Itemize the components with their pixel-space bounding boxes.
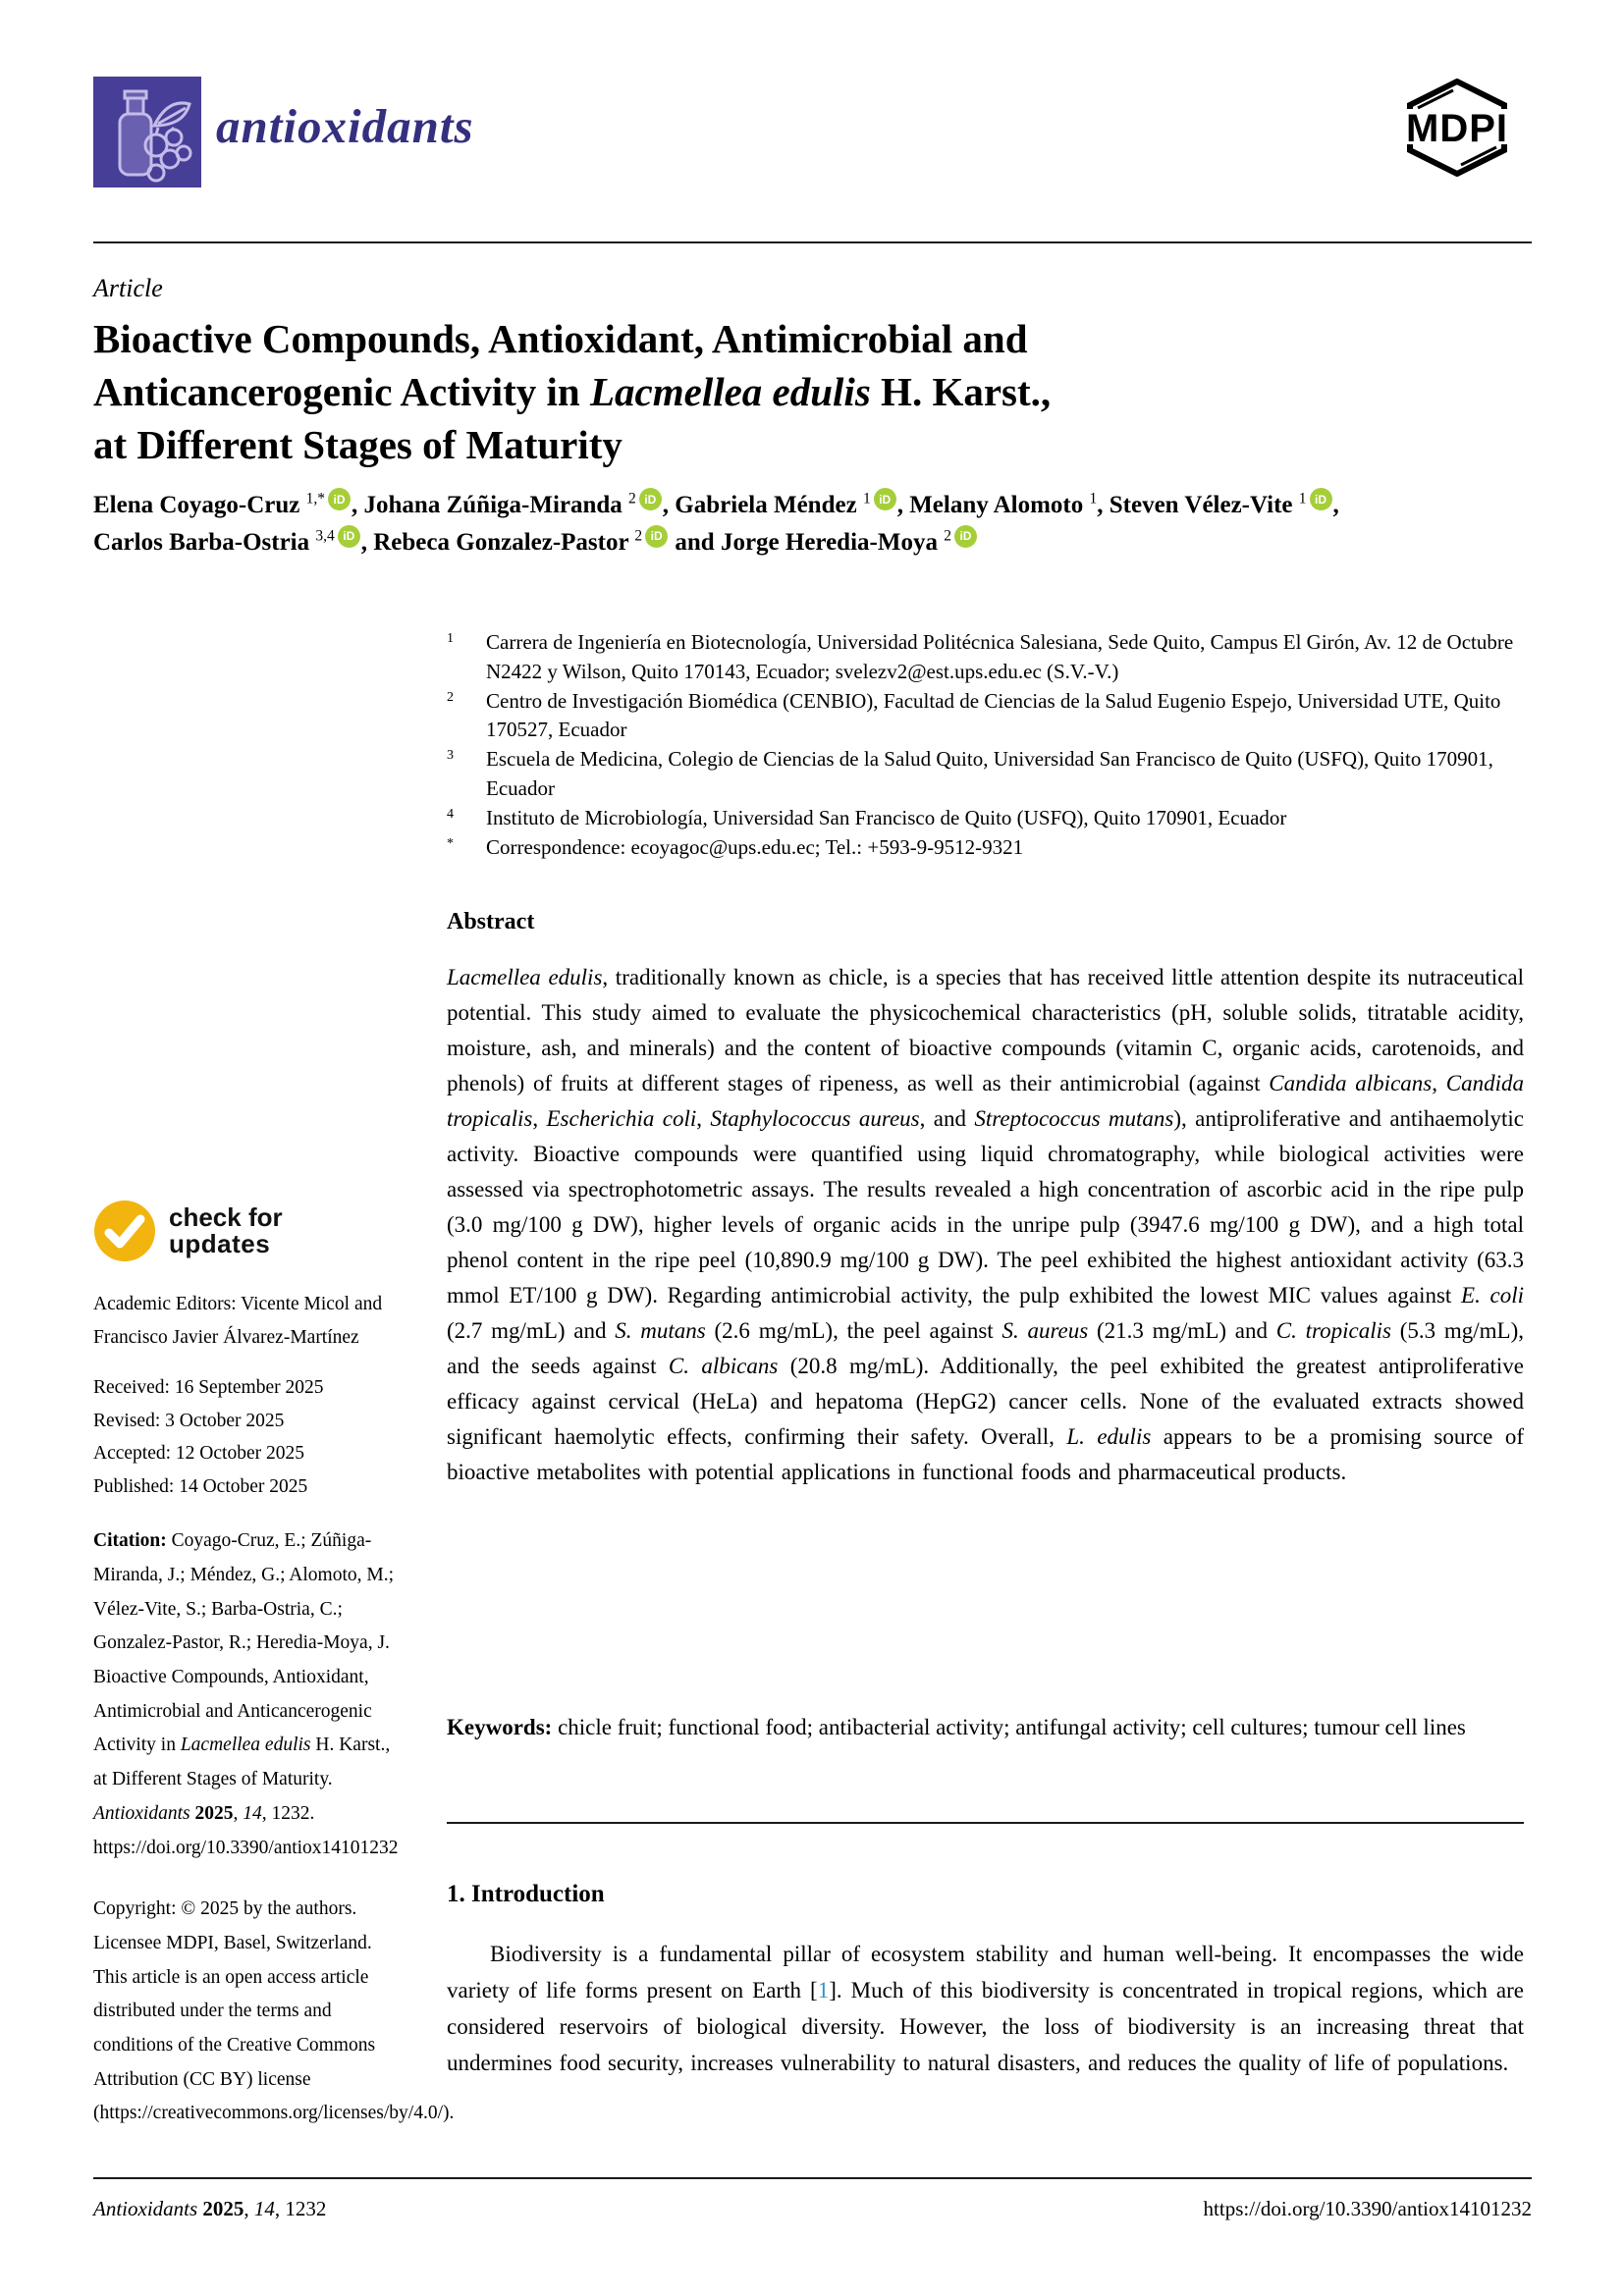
orcid-icon[interactable]: iD <box>645 525 668 548</box>
affiliation-text: Carrera de Ingeniería en Biotecnología, Universidad Politécnica Salesiana, Sede Quito, Campus El Girón, Av. 12 de Octubre N2422 y Wilson, Quito 170143, Ecuador; svelezv2@est.ups.edu.ec (S.V.-V.) <box>486 630 1514 683</box>
affiliation-text: Centro de Investigación Biomédica (CENBIO), Facultad de Ciencias de la Salud Eugenio Espejo, Universidad UTE, Quito 170527, Ecuador <box>486 688 1501 742</box>
abstract-text: Lacmellea edulis, traditionally known as chicle, is a species that has received little attention despite its nutraceutical potential. This study aimed to evaluate the physicochemical characteristics (pH, soluble solids, titratable acidity, moisture, ash, and minerals) and the content of bioactive compounds (vitamin C, organic acids, carotenoids, and phenols) of fruits at different stages of ripeness, as well as their antimicrobial (against Candida albicans, Candida tropicalis, Escherichia coli, Staphylococcus aureus, and Streptococcus mutans), antiproliferative and antihaemolytic activity. Bioactive compounds were quantified using liquid chromatography, while biological activities were assessed via spectrophotometric assays. The results revealed a high concentration of ascorbic acid in the ripe pulp (3.0 mg/100 g DW), higher levels of organic acids in the unripe pulp (3947.6 mg/100 g DW), and a high total phenol content in the ripe peel (10,890.9 mg/100 g DW). The peel exhibited the highest antioxidant activity (63.3 mmol ET/100 g DW). Regarding antimicrobial activity, the pulp exhibited the lowest MIC values against E. coli (2.7 mg/mL) and S. mutans (2.6 mg/mL), the peel against S. aureus (21.3 mg/mL) and C. tropicalis (5.3 mg/mL), and the seeds against C. albicans (20.8 mg/mL). Additionally, the peel exhibited the greatest antiproliferative efficacy against cervical (HeLa) and hepatoma (HepG2) cancer cells. None of the evaluated extracts showed significant haemolytic effects, confirming their safety. Overall, L. edulis appears to be a promising source of bioactive metabolites with potential applications in functional foods and pharmaceutical products. <box>447 965 1525 1484</box>
check-for-updates-badge[interactable] <box>93 1200 406 1262</box>
orcid-icon[interactable]: iD <box>874 488 896 510</box>
academic-editors-note: Academic Editors: Vicente Micol and Francisco Javier Álvarez-Martínez <box>93 1294 383 1348</box>
affiliations-list <box>447 628 1535 863</box>
history-dates <box>93 1371 406 1503</box>
affiliation-marker: 2 <box>447 689 454 705</box>
affiliation-text: Instituto de Microbiología, Universidad San Francisco de Quito (USFQ), Quito 170901, Ecuador <box>486 805 1287 829</box>
citation-note: Citation: Coyago-Cruz, E.; Zúñiga-Miranda, J.; Méndez, G.; Alomoto, M.; Vélez-Vite, S.; Barba-Ostria, C.; Gonzalez-Pastor, R.; Heredia-Moya, J. Bioactive Compounds, Antioxidant, Antimicrobial and Anticancerogenic Activity in Lacmellea edulis H. Karst., at Different Stages of Maturity. Antioxidants 2025, 14, 1232. https://doi.org/10.3390/antiox14101232 <box>93 1530 399 1858</box>
published-date: Published: 14 October 2025 <box>93 1475 308 1497</box>
orcid-icon[interactable]: iD <box>338 525 360 548</box>
orcid-icon[interactable]: iD <box>954 525 977 548</box>
affiliation-row <box>447 833 1535 863</box>
orcid-icon[interactable]: iD <box>639 488 662 510</box>
footer-divider <box>93 2177 1532 2179</box>
mdpi-logo <box>1402 79 1512 177</box>
footer-doi-link[interactable]: https://doi.org/10.3390/antiox14101232 <box>1203 2197 1532 2220</box>
journal-logo <box>93 77 201 187</box>
article-title: Bioactive Compounds, Antioxidant, Antimicrobial and Anticancerogenic Activity in Lacmellea edulis H. Karst., at Different Stages of Maturity <box>93 316 1052 468</box>
affiliation-row <box>447 804 1535 833</box>
affiliation-row <box>447 687 1535 746</box>
authors-line: Elena Coyago-Cruz $^{1,*}$ iD , Johana Zúñiga-Miranda $^2$ iD , Gabriela Méndez $^1$ iD , Melany Alomoto $^1$, Steven Vélez-Vite $^1$ iD , Carlos Barba-Ostria $^{3,4}$ iD , Rebeca Gonzalez-Pastor $^2$ iD and Jorge Heredia-Moya $^2$ iD <box>93 487 1532 561</box>
affiliation-text: Escuela de Medicina, Colegio de Ciencias de la Salud Quito, Universidad San Francisco de Quito (USFQ), Quito 170901, Ecuador <box>486 747 1493 801</box>
checkmark-icon <box>93 1200 156 1262</box>
keywords-text: Keywords: chicle fruit; functional food; antibacterial activity; antifungal activity; cell cultures; tumour cell lines <box>447 1715 1466 1739</box>
header-divider <box>93 241 1532 243</box>
correspondence-text: Correspondence: ecoyagoc@ups.edu.ec; Tel.: +593-9-9512-9321 <box>486 834 1024 859</box>
section-divider <box>447 1822 1524 1824</box>
copyright-note: Copyright: © 2025 by the authors. Licensee MDPI, Basel, Switzerland. This article is an open access article distributed under the terms and conditions of the Creative Commons Attribution (CC BY) license (https://creativecommons.org/licenses/by/4.0/). <box>93 1898 455 2124</box>
mdpi-logo-text: MDPI <box>1406 107 1508 150</box>
sidebar <box>93 1200 455 2131</box>
citation-ref[interactable]: 1 <box>817 1978 830 2002</box>
introduction-paragraph: Biodiversity is a fundamental pillar of ecosystem stability and human well-being. It encompasses the wide variety of life forms present on Earth [1]. Much of this biodiversity is concentrated in tropical regions, which are considered reservoirs of biological diversity. However, the loss of biodiversity is an increasing threat that undermines food security, increases vulnerability to natural disasters, and reduces the quality of life of populations. <box>447 1942 1524 2075</box>
orcid-icon[interactable]: iD <box>328 488 351 510</box>
check-for-updates-label: check for updates <box>169 1201 283 1258</box>
accepted-date: Accepted: 12 October 2025 <box>93 1443 304 1465</box>
affiliation-marker: 1 <box>447 631 454 646</box>
revised-date: Revised: 3 October 2025 <box>93 1410 285 1431</box>
journal-wordmark: antioxidants <box>216 99 474 153</box>
affiliation-marker: 4 <box>447 806 454 822</box>
orcid-icon[interactable]: iD <box>1310 488 1332 510</box>
affiliation-marker: 3 <box>447 748 454 764</box>
article-type-label: Article <box>93 274 163 302</box>
bottle-berries-icon <box>93 77 201 187</box>
abstract-heading: Abstract <box>447 909 535 934</box>
affiliation-row <box>447 628 1535 687</box>
introduction-heading: 1. Introduction <box>447 1881 605 1907</box>
correspondence-marker: * <box>447 835 454 851</box>
affiliation-row <box>447 745 1535 804</box>
footer-journal-ref: Antioxidants 2025, 14, 1232 <box>93 2197 327 2220</box>
received-date: Received: 16 September 2025 <box>93 1377 324 1399</box>
